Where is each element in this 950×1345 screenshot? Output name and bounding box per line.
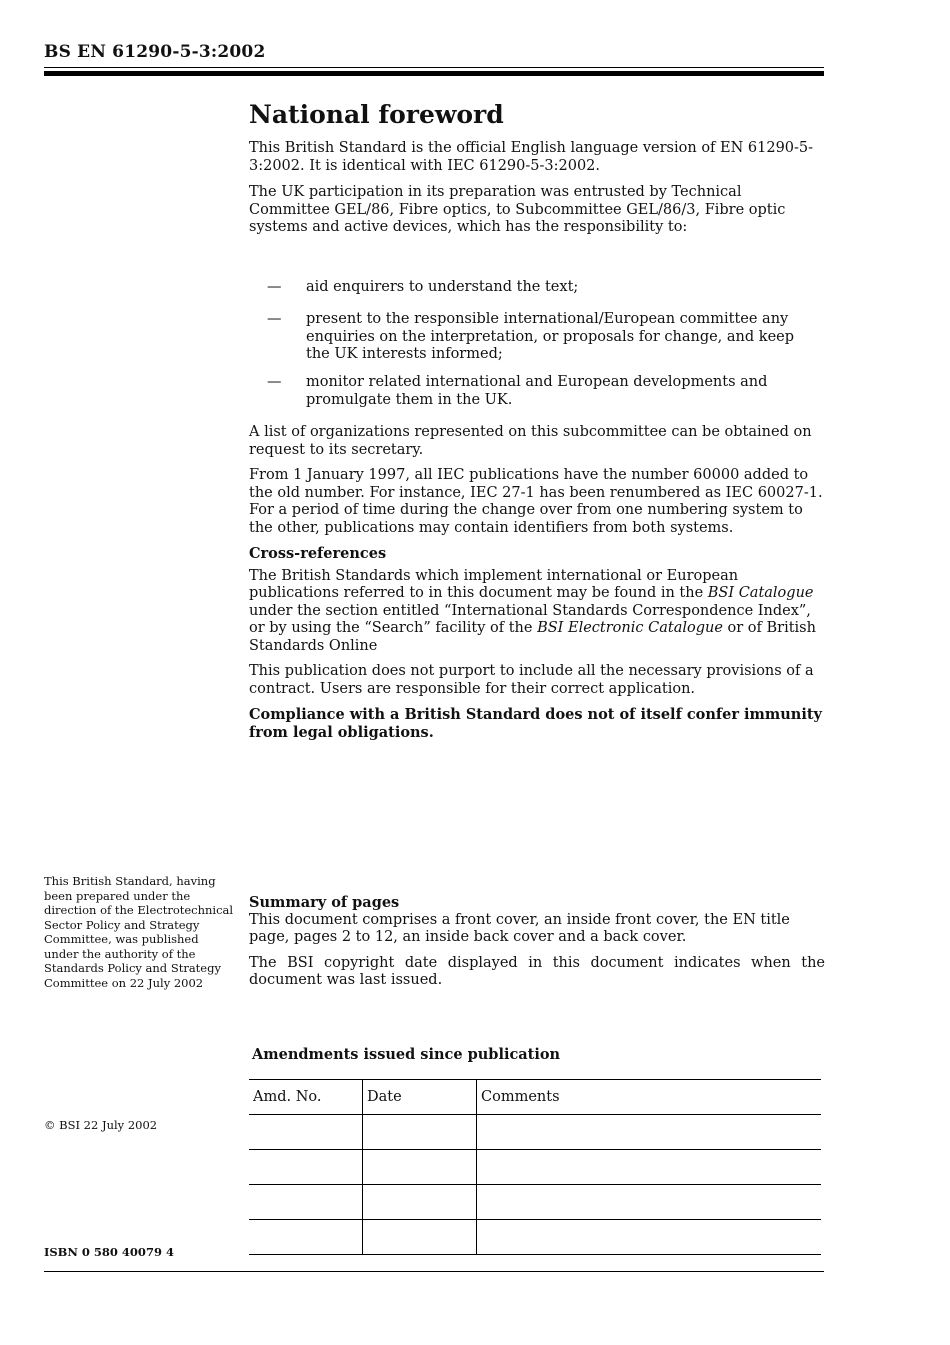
summary-heading: Summary of pages (249, 894, 400, 911)
table-cell (249, 1150, 363, 1185)
bsi-electronic-catalogue-title: BSI Electronic Catalogue (537, 620, 723, 636)
page-title: National foreword (249, 100, 504, 129)
table-cell (249, 1220, 363, 1255)
cross-references-text-2: under the section entitled “International Standards Correspondence Index”, or by using the “Search” facility of the (249, 602, 811, 636)
foreword-paragraph-2: The UK participation in its preparation was entrusted by Technical Committee GEL/86, Fibre optics, to Subcommittee GEL/86/3, Fibre optic systems and active devices, which has the responsibility to: (249, 184, 786, 235)
foreword-intro (249, 140, 825, 237)
column-header-amd-no: Amd. No. (249, 1080, 363, 1115)
list-item (267, 311, 827, 367)
foreword-paragraph-5: This publication does not purport to include all the necessary provisions of a contract. Users are responsible for their correct application. (249, 663, 814, 697)
compliance-statement: Compliance with a British Standard does not of itself confer immunity from legal obligations. (249, 706, 822, 741)
copyright-notice: © BSI 22 July 2002 (44, 1118, 158, 1132)
bsi-catalogue-title: BSI Catalogue (707, 585, 814, 601)
foreword-paragraph-3: A list of organizations represented on this subcommittee can be obtained on request to its secretary. (249, 424, 812, 458)
header-rule-thick (44, 71, 824, 76)
publication-note: This British Standard, having been prepared under the direction of the Electrotechnical Sector Policy and Strategy Committee, was published under the authority of the Standards Policy and Strategy Committee on 22 July 2002 (44, 874, 234, 990)
table-row (249, 1115, 821, 1150)
table-header-row (249, 1080, 821, 1115)
foreword-body (249, 424, 825, 741)
cross-references-paragraph (249, 568, 825, 656)
table-cell (363, 1115, 477, 1150)
bullet-dash: — (267, 311, 282, 327)
column-header-comments: Comments (477, 1080, 822, 1115)
table-cell (249, 1185, 363, 1220)
foreword-paragraph-1: This British Standard is the official English language version of EN 61290-5-3:2002. It is identical with IEC 61290-5-3:2002. (249, 140, 814, 174)
list-item-text: monitor related international and European developments and promulgate them in the UK. (306, 374, 768, 408)
bullet-dash: — (267, 279, 282, 295)
summary-paragraph-1: This document comprises a front cover, an inside front cover, the EN title page, pages 2 to 12, an inside back cover and a back cover. (249, 911, 790, 945)
table-cell (477, 1185, 822, 1220)
isbn: ISBN 0 580 40079 4 (44, 1245, 174, 1259)
cross-references-text-3: or of British Standards Online (249, 620, 816, 654)
table-cell (363, 1185, 477, 1220)
list-item (267, 374, 827, 414)
table-row (249, 1220, 821, 1255)
table-row (249, 1185, 821, 1220)
table-cell (363, 1220, 477, 1255)
cross-references-text-1: The British Standards which implement international or European publications referred to in this document may be found in the (249, 567, 739, 601)
table-cell (477, 1150, 822, 1185)
amendments-table (249, 1079, 821, 1255)
list-item (267, 279, 827, 299)
bullet-dash: — (267, 374, 282, 390)
summary-of-pages (249, 894, 825, 990)
table-cell (477, 1115, 822, 1150)
table-cell (363, 1150, 477, 1185)
list-item-text: present to the responsible international/European committee any enquiries on the interpretation, or proposals for change, and keep the UK interests informed; (306, 311, 795, 362)
table-row (249, 1150, 821, 1185)
column-header-date: Date (363, 1080, 477, 1115)
footer-rule (44, 1271, 824, 1272)
list-item-text: aid enquirers to understand the text; (306, 279, 579, 295)
table-cell (249, 1115, 363, 1150)
header-rule-thin (44, 67, 824, 68)
summary-paragraph-2: The BSI copyright date displayed in this document indicates when the document was last issued. (249, 954, 825, 988)
amendments-title: Amendments issued since publication (252, 1046, 561, 1063)
foreword-paragraph-4: From 1 January 1997, all IEC publications have the number 60000 added to the old number. For instance, IEC 27-1 has been renumbered as IEC 60027-1. For a period of time during the change over from one numbering system to the other, publications may contain identifiers from both systems. (249, 467, 823, 536)
cross-references-heading: Cross-references (249, 545, 387, 562)
table-cell (477, 1220, 822, 1255)
document-id: BS EN 61290-5-3:2002 (44, 42, 266, 62)
